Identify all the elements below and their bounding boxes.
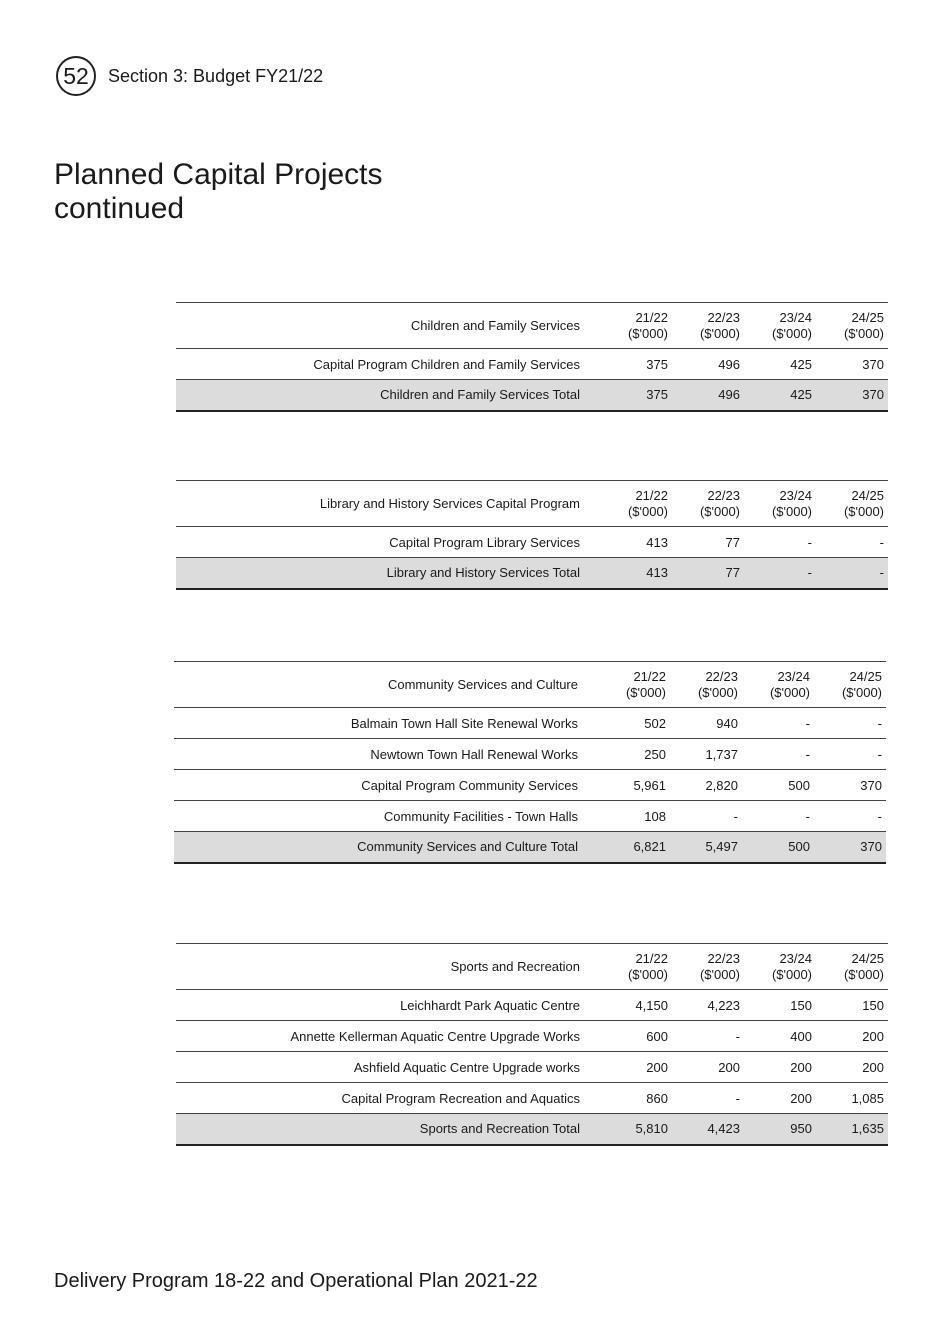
year-label: 23/24 <box>779 309 812 325</box>
total-label: Library and History Services Total <box>386 565 580 581</box>
total-value: 1,635 <box>851 1121 884 1137</box>
unit-label: ($'000) <box>843 966 884 982</box>
table-row <box>176 527 888 558</box>
row-value: 77 <box>725 534 740 550</box>
row-value: 496 <box>718 356 740 372</box>
year-label: 21/22 <box>633 668 666 684</box>
row-value: - <box>805 746 810 762</box>
table-row <box>174 770 886 801</box>
table-heading: Community Services and Culture <box>387 676 578 692</box>
unit-label: ($'000) <box>843 503 884 519</box>
total-value: 950 <box>790 1121 812 1137</box>
page-title-line-2: continued <box>54 192 185 225</box>
year-column-header <box>672 481 744 527</box>
table-row <box>174 739 886 770</box>
total-value: 4,423 <box>707 1121 740 1137</box>
row-label: Community Facilities - Town Halls <box>383 808 578 824</box>
unit-label: ($'000) <box>699 503 740 519</box>
page-title <box>54 158 383 226</box>
row-value: 370 <box>860 777 882 793</box>
year-label: 22/23 <box>707 950 740 966</box>
row-value: 1,737 <box>705 746 738 762</box>
row-value: 2,820 <box>705 777 738 793</box>
row-value: 4,223 <box>707 997 740 1013</box>
year-column-header <box>814 662 886 708</box>
row-label: Leichhardt Park Aquatic Centre <box>400 997 580 1013</box>
page-header <box>56 56 323 96</box>
row-value: - <box>877 808 882 824</box>
total-value: 6,821 <box>633 839 666 855</box>
row-value: 5,961 <box>633 777 666 793</box>
row-value: 200 <box>790 1059 812 1075</box>
page-title-line-1: Planned Capital Projects <box>54 158 383 191</box>
table-row <box>174 801 886 832</box>
row-value: 200 <box>646 1059 668 1075</box>
total-value: 375 <box>646 387 668 403</box>
row-value: 375 <box>646 356 668 372</box>
unit-label: ($'000) <box>625 684 666 700</box>
year-column-header <box>672 944 744 990</box>
budget-table <box>176 943 888 1146</box>
row-label: Balmain Town Hall Site Renewal Works <box>350 715 578 731</box>
table-header-row <box>176 303 888 349</box>
year-label: 24/25 <box>851 487 884 503</box>
total-label: Community Services and Culture Total <box>357 839 578 855</box>
section-label: Section 3: Budget FY21/22 <box>108 65 324 86</box>
year-label: 21/22 <box>635 309 668 325</box>
total-value: - <box>807 565 812 581</box>
row-value: 425 <box>790 356 812 372</box>
table-row <box>176 349 888 380</box>
year-column-header <box>742 662 814 708</box>
year-label: 21/22 <box>635 950 668 966</box>
year-column-header <box>744 481 816 527</box>
year-label: 22/23 <box>707 487 740 503</box>
total-value: 500 <box>788 839 810 855</box>
table-header-row <box>174 662 886 708</box>
year-label: 24/25 <box>849 668 882 684</box>
row-label: Newtown Town Hall Renewal Works <box>370 746 578 762</box>
row-value: - <box>877 715 882 731</box>
year-label: 22/23 <box>707 309 740 325</box>
row-value: 1,085 <box>851 1090 884 1106</box>
row-value: 500 <box>788 777 810 793</box>
budget-table <box>174 661 886 864</box>
row-label: Capital Program Children and Family Services <box>313 356 580 372</box>
row-value: 400 <box>790 1028 812 1044</box>
page-number-badge: 52 <box>56 56 96 96</box>
year-column-header <box>600 944 672 990</box>
row-value: - <box>735 1090 740 1106</box>
year-column-header <box>744 303 816 349</box>
total-value: 413 <box>646 565 668 581</box>
row-value: - <box>807 534 812 550</box>
row-value: - <box>805 808 810 824</box>
unit-label: ($'000) <box>771 966 812 982</box>
total-value: 370 <box>862 387 884 403</box>
total-label: Sports and Recreation Total <box>419 1121 580 1137</box>
year-column-header <box>744 944 816 990</box>
row-label: Capital Program Community Services <box>361 777 578 793</box>
year-column-header <box>672 303 744 349</box>
year-label: 22/23 <box>705 668 738 684</box>
year-column-header <box>598 662 670 708</box>
total-value: 370 <box>860 839 882 855</box>
year-column-header <box>816 944 888 990</box>
table-row <box>176 1052 888 1083</box>
table-header-row <box>176 481 888 527</box>
unit-label: ($'000) <box>627 966 668 982</box>
row-value: - <box>733 808 738 824</box>
page-footer: Delivery Program 18-22 and Operational Plan 2021-22 <box>54 1270 538 1292</box>
total-value: 5,497 <box>705 839 738 855</box>
total-row <box>176 558 888 589</box>
row-value: 860 <box>646 1090 668 1106</box>
total-value: 496 <box>718 387 740 403</box>
year-label: 24/25 <box>851 309 884 325</box>
table-row <box>176 1083 888 1114</box>
unit-label: ($'000) <box>699 325 740 341</box>
row-value: 200 <box>790 1090 812 1106</box>
year-column-header <box>600 303 672 349</box>
year-label: 21/22 <box>635 487 668 503</box>
row-value: 502 <box>644 715 666 731</box>
table-row <box>176 1021 888 1052</box>
year-label: 24/25 <box>851 950 884 966</box>
budget-table <box>176 302 888 412</box>
row-value: 200 <box>862 1059 884 1075</box>
table-heading: Children and Family Services <box>410 317 580 333</box>
row-value: 940 <box>716 715 738 731</box>
row-value: 250 <box>644 746 666 762</box>
unit-label: ($'000) <box>841 684 882 700</box>
year-column-header <box>816 481 888 527</box>
budget-table <box>176 480 888 590</box>
row-label: Capital Program Library Services <box>389 534 580 550</box>
total-row <box>176 1114 888 1145</box>
year-column-header <box>670 662 742 708</box>
unit-label: ($'000) <box>769 684 810 700</box>
unit-label: ($'000) <box>627 325 668 341</box>
table-row <box>176 990 888 1021</box>
year-label: 23/24 <box>779 487 812 503</box>
row-value: - <box>877 746 882 762</box>
row-value: 150 <box>862 997 884 1013</box>
row-value: 150 <box>790 997 812 1013</box>
row-value: 4,150 <box>635 997 668 1013</box>
total-value: 77 <box>725 565 740 581</box>
row-value: 200 <box>862 1028 884 1044</box>
unit-label: ($'000) <box>771 325 812 341</box>
table-header-row <box>176 944 888 990</box>
year-label: 23/24 <box>777 668 810 684</box>
row-label: Ashfield Aquatic Centre Upgrade works <box>353 1059 580 1075</box>
total-label: Children and Family Services Total <box>380 387 580 403</box>
row-value: - <box>879 534 884 550</box>
row-label: Capital Program Recreation and Aquatics <box>341 1090 580 1106</box>
total-row <box>176 380 888 411</box>
total-value: 425 <box>790 387 812 403</box>
total-value: - <box>879 565 884 581</box>
row-value: 200 <box>718 1059 740 1075</box>
table-row <box>174 708 886 739</box>
year-column-header <box>600 481 672 527</box>
year-column-header <box>816 303 888 349</box>
row-value: - <box>805 715 810 731</box>
unit-label: ($'000) <box>697 684 738 700</box>
row-value: 108 <box>644 808 666 824</box>
row-value: - <box>735 1028 740 1044</box>
row-value: 600 <box>646 1028 668 1044</box>
year-label: 23/24 <box>779 950 812 966</box>
total-row <box>174 832 886 863</box>
table-heading: Library and History Services Capital Program <box>319 495 580 511</box>
row-value: 413 <box>646 534 668 550</box>
row-value: 370 <box>862 356 884 372</box>
unit-label: ($'000) <box>699 966 740 982</box>
unit-label: ($'000) <box>843 325 884 341</box>
unit-label: ($'000) <box>627 503 668 519</box>
unit-label: ($'000) <box>771 503 812 519</box>
total-value: 5,810 <box>635 1121 668 1137</box>
table-heading: Sports and Recreation <box>450 958 580 974</box>
row-label: Annette Kellerman Aquatic Centre Upgrade Works <box>290 1028 580 1044</box>
